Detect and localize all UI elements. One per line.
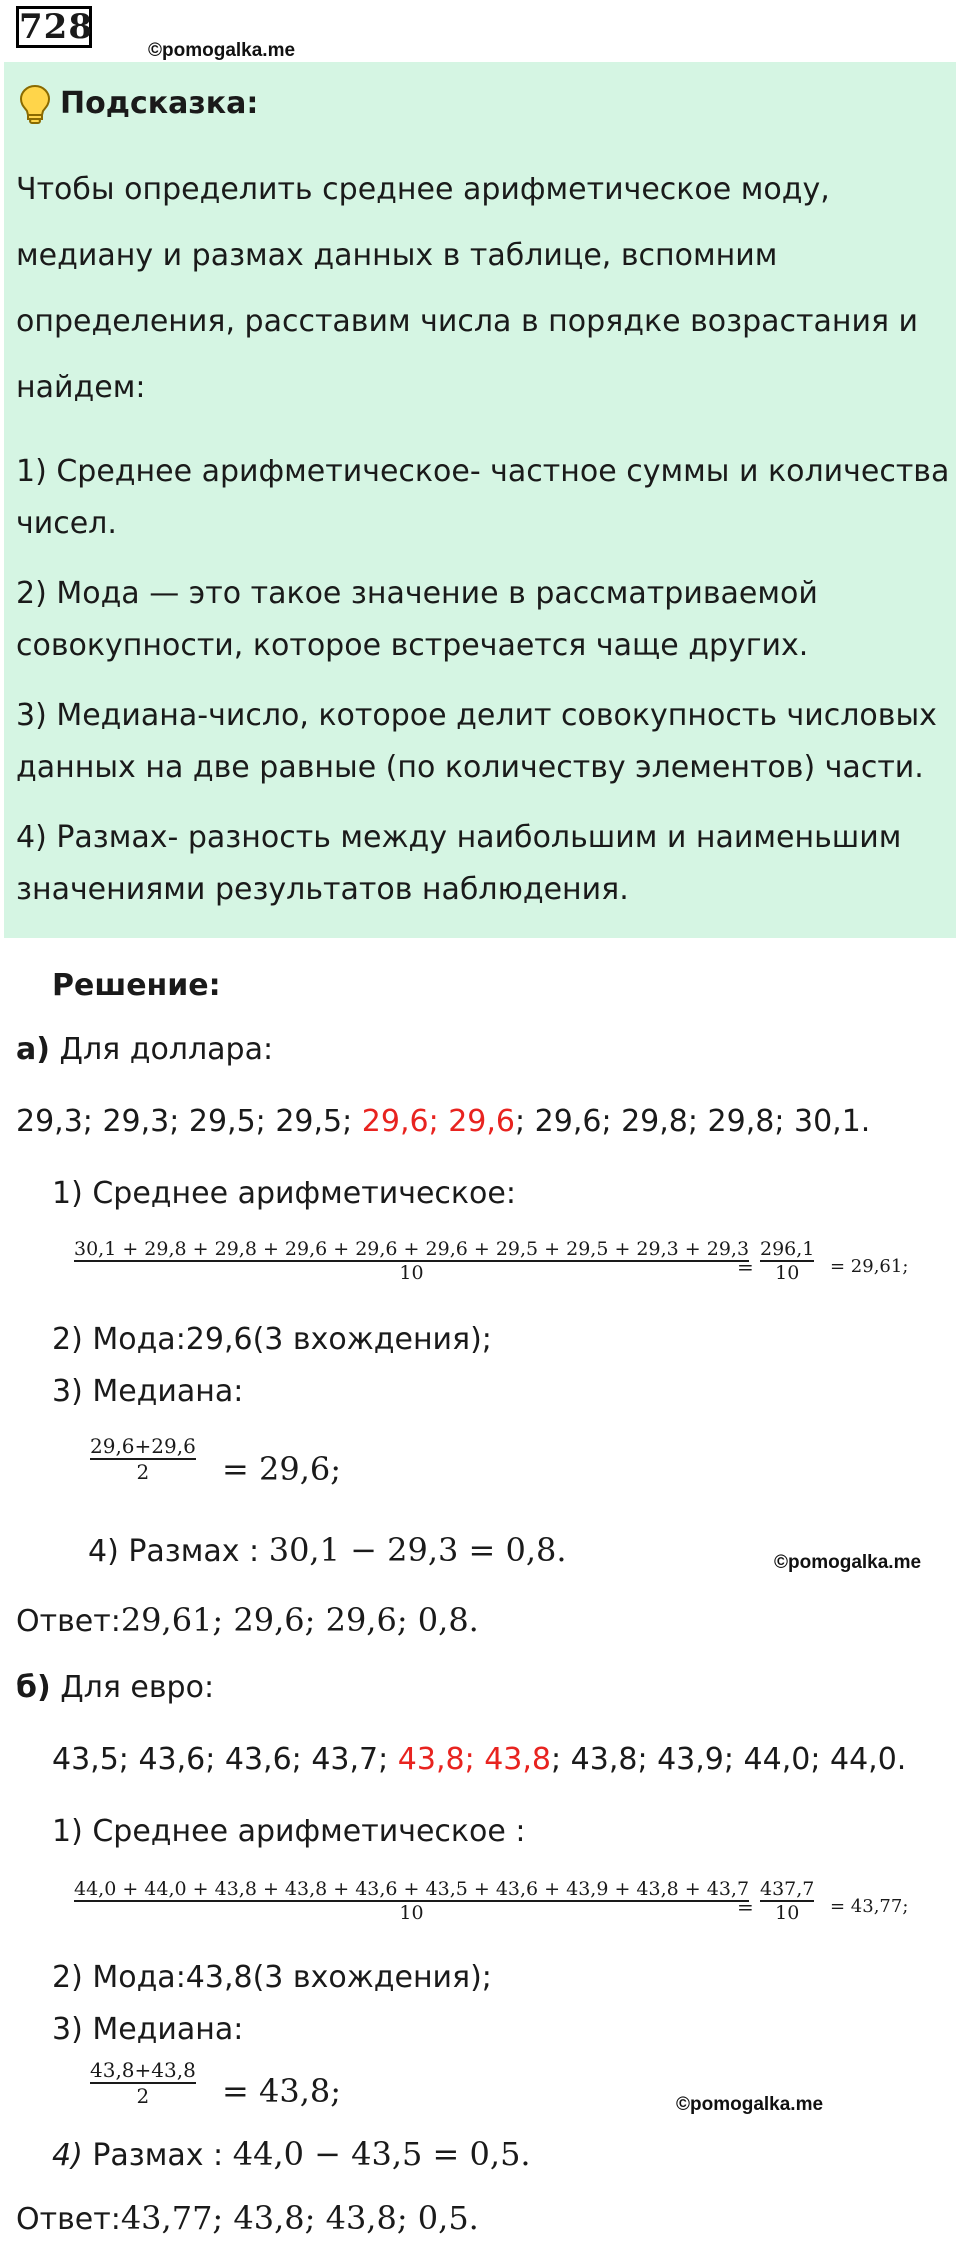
part-a-mode: 2) Мода:29,6(3 вхождения);	[52, 1322, 492, 1357]
part-a-range-label: 4) Размах :	[88, 1534, 269, 1569]
watermark-top: ©pomogalka.me	[148, 40, 296, 61]
part-a-median-fraction	[90, 1434, 196, 1484]
part-a-label: а)	[16, 1032, 50, 1067]
part-a-mean-denominator: 10	[399, 1262, 424, 1284]
part-a-mean-fraction	[74, 1238, 749, 1284]
part-a-mean-fraction-2	[760, 1238, 814, 1284]
part-b-mean-fraction-2	[760, 1878, 814, 1924]
part-b-label: б)	[16, 1670, 51, 1705]
part-b-median-den: 2	[136, 2084, 150, 2108]
part-a-mean-frac2-den: 10	[775, 1262, 800, 1284]
lightbulb-icon	[18, 84, 52, 126]
part-b-mean-result: = 43,77;	[830, 1896, 909, 1917]
part-b-range-label-2: Размах :	[92, 2138, 233, 2173]
hint-intro-line-3: определения, расставим числа в порядке возрастания и	[16, 304, 919, 339]
part-b-mean-frac2-den: 10	[775, 1902, 800, 1924]
hint-item-3-line-1: 3) Медиана-число, которое делит совокупность числовых	[16, 698, 937, 733]
part-a-series	[16, 1102, 870, 1142]
part-a-series-highlight: 29,6; 29,6	[361, 1104, 516, 1139]
part-b-heading	[16, 1668, 214, 1708]
part-b-series-before: 43,5; 43,6; 43,6; 43,7;	[52, 1742, 398, 1777]
part-b-mean-denominator: 10	[399, 1902, 424, 1924]
part-a-mean-numerator: 30,1 + 29,8 + 29,8 + 29,6 + 29,6 + 29,6 + 29,5 + 29,5 + 29,3 + 29,3	[74, 1238, 750, 1260]
part-b-series	[52, 1740, 906, 1780]
hint-title: Подсказка:	[60, 86, 259, 121]
part-a-series-after: ; 29,6; 29,8; 29,8; 30,1.	[515, 1104, 871, 1139]
part-b-mode: 2) Мода:43,8(3 вхождения);	[52, 1960, 492, 1995]
part-b-series-after: ; 43,8; 43,9; 44,0; 44,0.	[551, 1742, 907, 1777]
hint-item-1-line-1: 1) Среднее арифметическое- частное суммы и количества	[16, 454, 950, 489]
part-b-mean-label: 1) Среднее арифметическое :	[52, 1814, 526, 1849]
hint-intro-line-1: Чтобы определить среднее арифметическое моду,	[16, 172, 830, 207]
part-b-range	[52, 2134, 531, 2176]
part-a-range	[88, 1530, 567, 1572]
hint-item-4-line-1: 4) Размах- разность между наибольшим и наименьшим	[16, 820, 902, 855]
part-a-mean-label: 1) Среднее арифметическое:	[52, 1176, 516, 1211]
part-b-answer-value: 43,77; 43,8; 43,8; 0,5.	[120, 2199, 479, 2237]
watermark-bottom: ©pomogalka.me	[676, 2094, 824, 2115]
part-a-median-num: 29,6+29,6	[90, 1434, 196, 1458]
task-number: 728	[16, 6, 92, 48]
part-b-range-expr: 44,0 − 43,5 = 0,5.	[232, 2135, 531, 2173]
part-a-median-result: = 29,6;	[222, 1450, 342, 1488]
part-a-heading-text: Для доллара:	[59, 1032, 274, 1067]
part-b-median-result: = 43,8;	[222, 2072, 342, 2110]
part-b-mean-numerator: 44,0 + 44,0 + 43,8 + 43,8 + 43,6 + 43,5 + 43,6 + 43,9 + 43,8 + 43,7	[74, 1878, 750, 1900]
hint-intro-line-2: медиану и размах данных в таблице, вспомним	[16, 238, 778, 273]
part-a-answer-label: Ответ:	[16, 1604, 121, 1639]
hint-item-4-line-2: значениями результатов наблюдения.	[16, 872, 629, 907]
solution-title: Решение:	[52, 968, 221, 1003]
part-b-range-label: 4)	[52, 2138, 93, 2173]
part-b-answer	[16, 2198, 479, 2240]
part-b-median-label: 3) Медиана:	[52, 2012, 244, 2047]
part-b-answer-label: Ответ:	[16, 2202, 121, 2237]
part-a-median-label: 3) Медиана:	[52, 1374, 244, 1409]
part-a-mean-result: = 29,61;	[830, 1256, 909, 1277]
part-a-median-den: 2	[136, 1460, 150, 1484]
hint-intro-line-4: найдем:	[16, 370, 146, 405]
part-b-mean-equals: =	[737, 1895, 754, 1919]
part-a-range-expr: 30,1 − 29,3 = 0,8.	[268, 1531, 567, 1569]
part-b-mean-fraction	[74, 1878, 749, 1924]
part-a-answer	[16, 1600, 479, 1642]
hint-item-3-line-2: данных на две равные (по количеству элементов) части.	[16, 750, 924, 785]
part-a-mean-equals: =	[737, 1255, 754, 1279]
part-b-series-highlight: 43,8; 43,8	[397, 1742, 552, 1777]
part-a-mean-frac2-num: 296,1	[760, 1238, 815, 1260]
part-a-heading	[16, 1030, 273, 1070]
hint-item-2-line-1: 2) Мода — это такое значение в рассматриваемой	[16, 576, 818, 611]
part-a-answer-value: 29,61; 29,6; 29,6; 0,8.	[120, 1601, 479, 1639]
part-a-series-before: 29,3; 29,3; 29,5; 29,5;	[16, 1104, 362, 1139]
hint-item-1-line-2: чисел.	[16, 506, 117, 541]
part-b-median-num: 43,8+43,8	[90, 2058, 196, 2082]
part-b-median-fraction	[90, 2058, 196, 2108]
part-b-mean-frac2-num: 437,7	[760, 1878, 815, 1900]
hint-item-2-line-2: совокупности, которое встречается чаще других.	[16, 628, 809, 663]
part-b-heading-text: Для евро:	[60, 1670, 215, 1705]
watermark-mid: ©pomogalka.me	[774, 1552, 922, 1573]
